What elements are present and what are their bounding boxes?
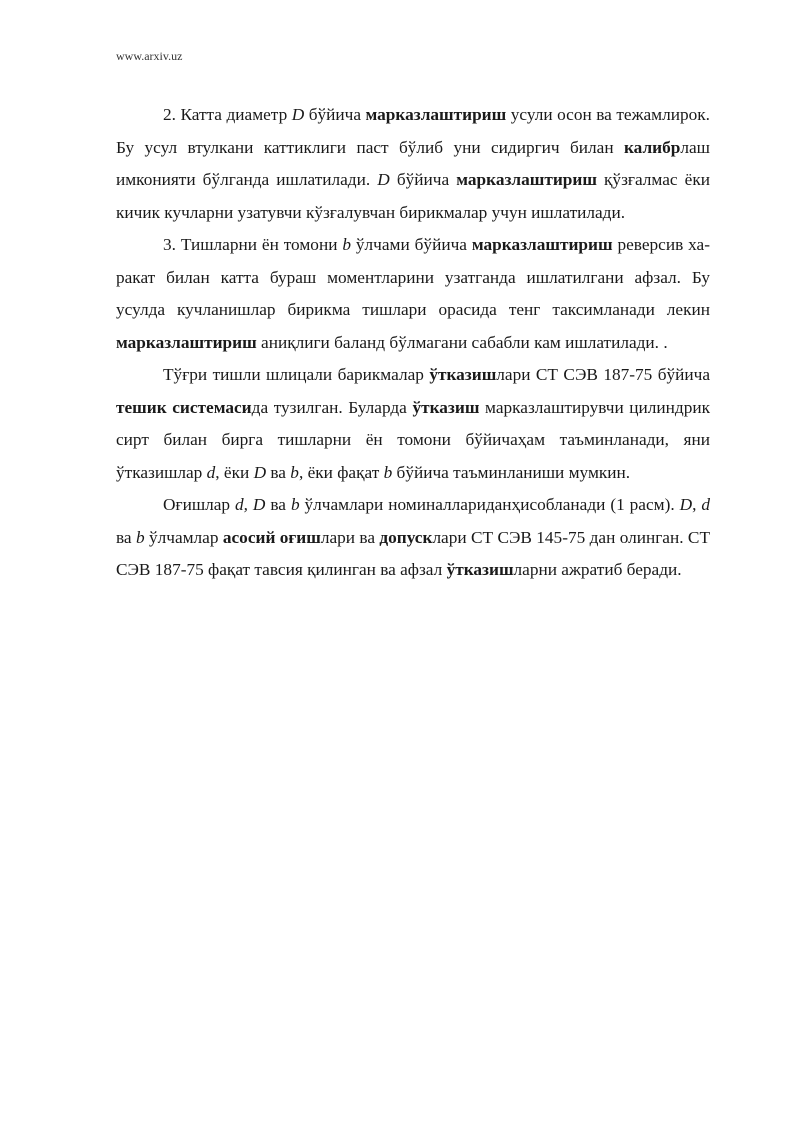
italic-symbol: d, D bbox=[235, 495, 266, 514]
italic-symbol: d bbox=[206, 462, 216, 482]
text-run: Оғишлар bbox=[163, 495, 236, 514]
text-run: бўйича таъминланиши мумкин. bbox=[392, 462, 631, 482]
paragraph-centering-by-outer-diameter bbox=[116, 99, 710, 229]
italic-symbol: D bbox=[679, 495, 693, 514]
text-run: реверсив ха-ракат билан катта бураш моментларини узатганда ишлатилгани афзал. Бу усулда кучланишлар бирикма тишлари орасида тенг таксимланади лекин bbox=[116, 235, 710, 319]
text-run: ларни ажратиб беради. bbox=[513, 560, 682, 579]
text-run: аниқлиги баланд бўлмагани сабабли кам ишлатилади. . bbox=[256, 332, 668, 352]
bold-term: асосий оғиш bbox=[222, 527, 321, 547]
text-run: бўйича bbox=[389, 170, 457, 189]
italic-symbol: D bbox=[377, 170, 390, 189]
text-run: қўзғалмас ёки кичик кучларни узатувчи кўзғалувчан бирикмалар учун ишлатилади. bbox=[116, 170, 710, 222]
document-body bbox=[116, 99, 710, 587]
italic-symbol: D bbox=[253, 462, 267, 482]
site-header: www.arxiv.uz bbox=[116, 49, 183, 63]
paragraph-centering-by-tooth-sides bbox=[116, 229, 710, 359]
bold-term: марказлаштириш bbox=[471, 235, 613, 254]
italic-symbol: D bbox=[291, 105, 305, 124]
italic-symbol: b bbox=[290, 462, 299, 482]
bold-term: ўтказиш bbox=[412, 397, 480, 417]
italic-symbol: b bbox=[135, 527, 145, 547]
bold-term: ўтказиш bbox=[429, 365, 497, 384]
text-run: усули осон ва тежамлирок. Бу усул втулкани каттиклиги паст бўлиб уни сидиргич билан bbox=[116, 105, 710, 157]
text-run: лаш имконияти бўлганда ишлатилади. bbox=[116, 137, 710, 189]
text-run: ўлчамлари номиналлариданҳисобланади (1 расм). bbox=[299, 495, 680, 514]
text-run: ва bbox=[116, 527, 136, 547]
text-run: ва bbox=[265, 495, 291, 514]
text-run: 3. Тишларни ён томони bbox=[163, 235, 343, 254]
bold-term: калибр bbox=[623, 137, 681, 157]
text-run: лари ва bbox=[320, 527, 380, 547]
paragraph-spline-fits bbox=[116, 359, 710, 489]
text-run: ўлчамлар bbox=[144, 527, 223, 547]
bold-term: допуск bbox=[379, 527, 433, 547]
text-run: да тузилган. Буларда bbox=[251, 397, 413, 417]
text-run: Тўғри тишли шлицали барикмалар bbox=[163, 365, 430, 384]
italic-symbol: d bbox=[701, 495, 711, 514]
italic-symbol: b bbox=[342, 235, 351, 254]
italic-symbol: b bbox=[290, 495, 300, 514]
text-run: 2. Катта диаметр bbox=[163, 105, 292, 124]
text-run: , ёки bbox=[215, 462, 254, 482]
text-run: бўйича bbox=[304, 105, 366, 124]
text-run: , bbox=[692, 495, 702, 514]
bold-term: марказлаштириш bbox=[116, 332, 257, 352]
text-run: лари СТ СЭВ 145-75 дан олинган. СТ СЭВ 187-75 фақат тавсия қилинган ва афзал bbox=[116, 527, 711, 579]
paragraph-deviations bbox=[116, 489, 710, 587]
italic-symbol: b bbox=[383, 462, 393, 482]
text-run: ва bbox=[266, 462, 291, 482]
bold-term: марказлаштириш bbox=[365, 105, 507, 124]
text-run: ўлчами бўйича bbox=[351, 235, 472, 254]
bold-term: марказлаштириш bbox=[456, 170, 597, 189]
bold-term: ўтказиш bbox=[446, 560, 514, 579]
text-run: лари СТ СЭВ 187-75 бўйича bbox=[496, 365, 710, 384]
text-run: марказлаштирувчи цилиндрик сирт билан бирга тишларни ён томони бўйичаҳам таъминланади, яни ўтказишлар bbox=[116, 397, 710, 482]
text-run: , ёки фақат bbox=[298, 462, 384, 482]
bold-term: тешик системаси bbox=[116, 397, 252, 417]
